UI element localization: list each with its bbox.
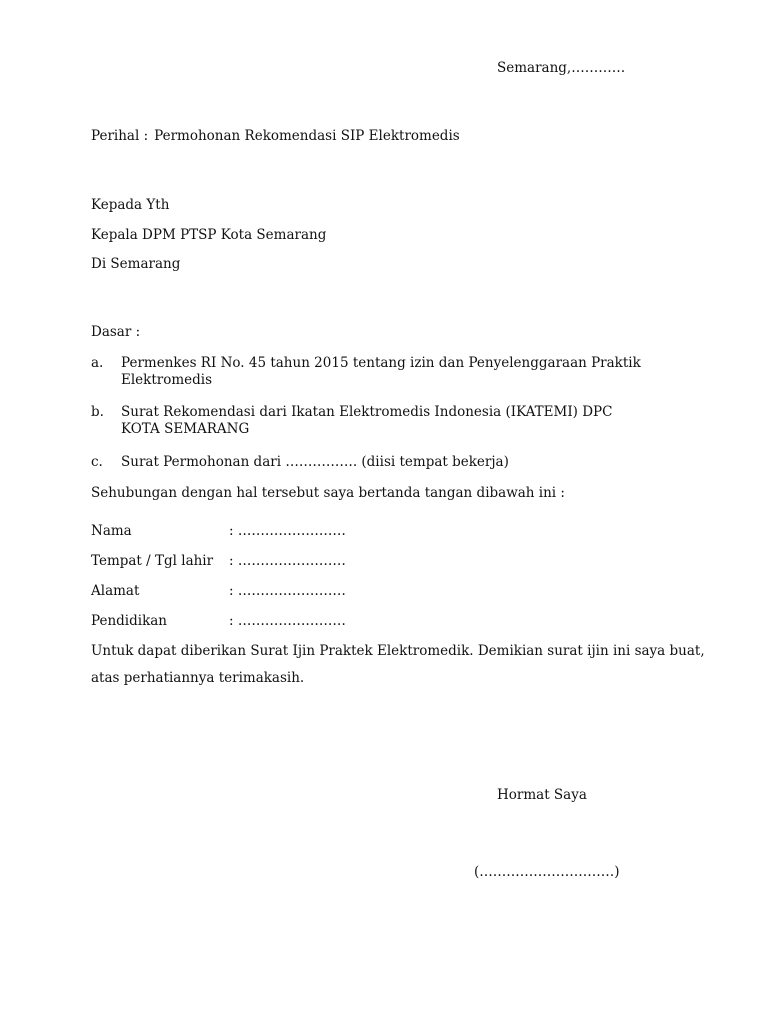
basis-item-text: Surat Rekomendasi dari Ikatan Elektromedis Indonesia (IKATEMI) DPC KOTA SEMARANG <box>121 404 613 437</box>
basis-item-text: Permenkes RI No. 45 tahun 2015 tentang izin dan Penyelenggaraan Praktik Elektromedis <box>121 355 641 388</box>
basis-item-marker: c. <box>91 454 103 470</box>
field-value-nama: : …………………… <box>229 523 346 539</box>
recipient-location: Di Semarang <box>91 256 181 272</box>
recipient-greeting: Kepada Yth <box>91 197 170 213</box>
basis-item-marker: a. <box>91 355 104 371</box>
date-line: Semarang,………… <box>497 60 626 76</box>
field-label-nama: Nama <box>91 523 132 539</box>
closing-line: atas perhatiannya terimakasih. <box>91 670 305 686</box>
field-label-tempat-tgl-lahir: Tempat / Tgl lahir <box>91 553 214 569</box>
field-value-tempat-tgl-lahir: : …………………… <box>229 553 346 569</box>
field-label-pendidikan: Pendidikan <box>91 613 168 629</box>
signature-placeholder: (…………………………) <box>474 864 620 880</box>
field-value-pendidikan: : …………………… <box>229 613 346 629</box>
field-value-alamat: : …………………… <box>229 583 346 599</box>
intro-sentence: Sehubungan dengan hal tersebut saya bertanda tangan dibawah ini : <box>91 485 565 501</box>
subject-line <box>91 128 460 145</box>
field-label-alamat: Alamat <box>91 583 140 599</box>
basis-item-marker: b. <box>91 404 104 420</box>
salutation: Hormat Saya <box>497 787 587 803</box>
subject-label: Perihal : <box>91 128 149 144</box>
basis-heading: Dasar : <box>91 324 141 340</box>
subject-value: Permohonan Rekomendasi SIP Elektromedis <box>154 128 460 144</box>
recipient-name: Kepala DPM PTSP Kota Semarang <box>91 227 327 243</box>
closing-line: Untuk dapat diberikan Surat Ijin Praktek Elektromedik. Demikian surat ijin ini saya buat, <box>91 643 705 659</box>
basis-item-text: Surat Permohonan dari ……………. (diisi tempat bekerja) <box>121 454 509 470</box>
